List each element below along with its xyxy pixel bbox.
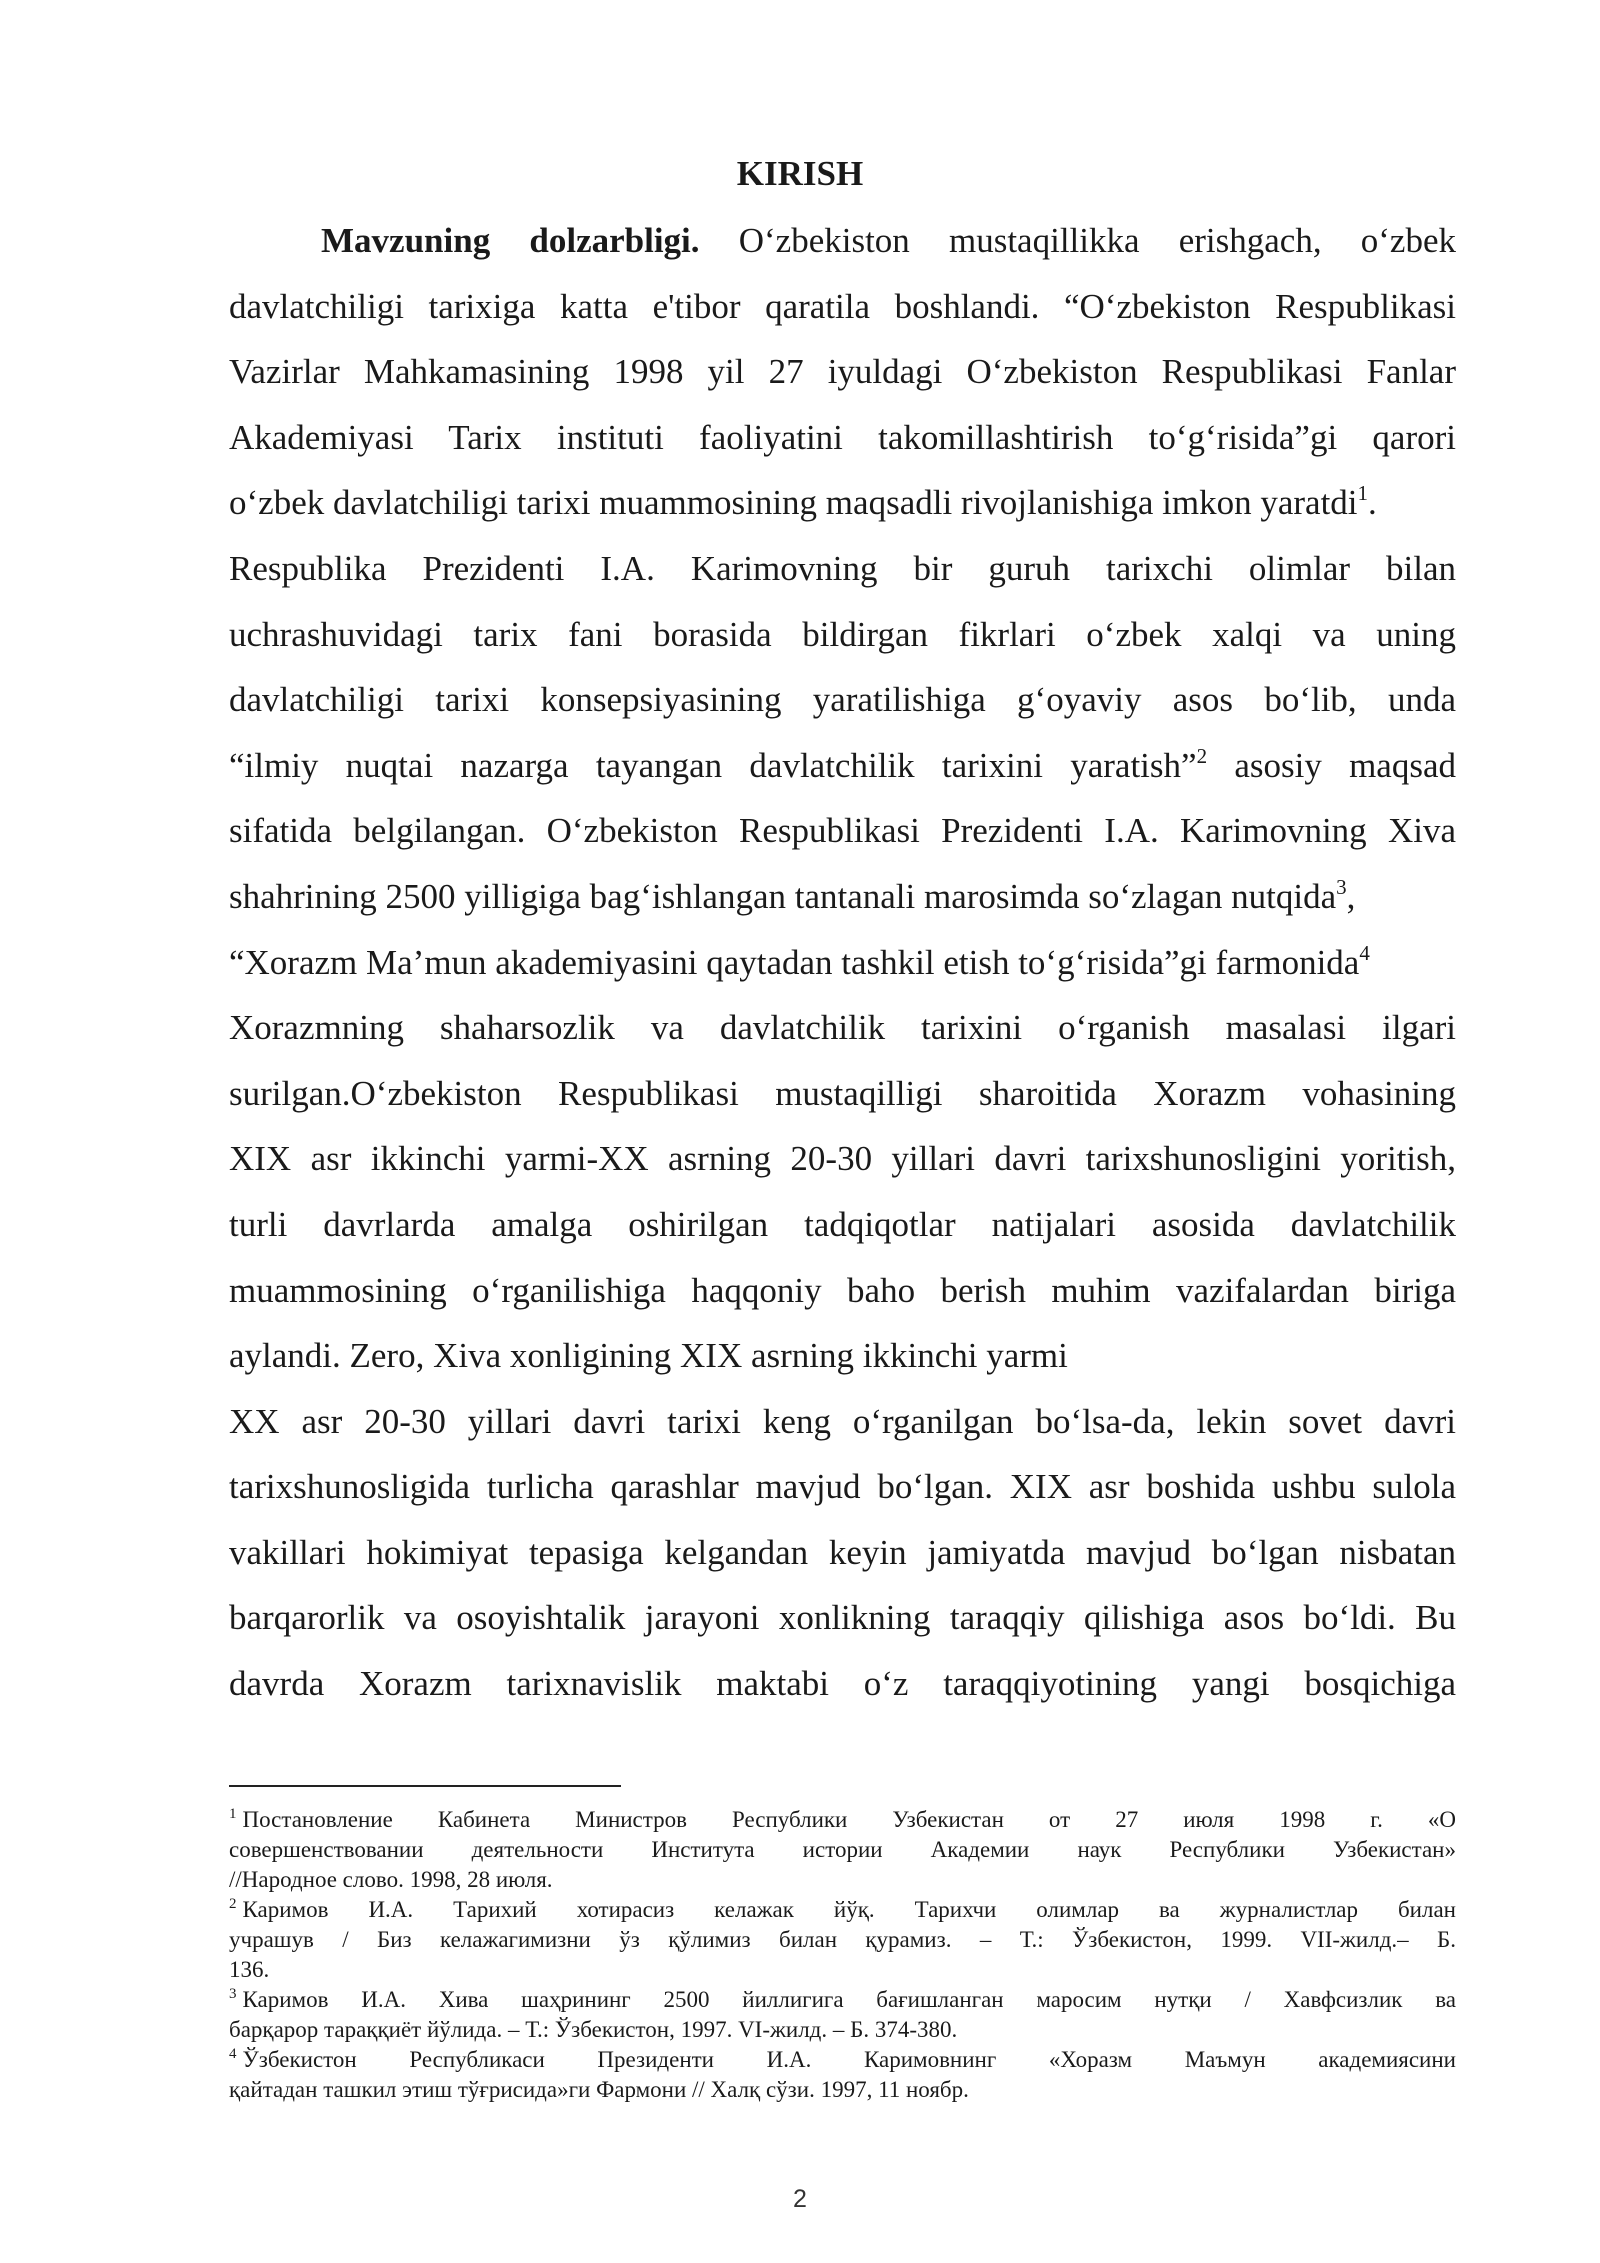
footnote (229, 2045, 1456, 2105)
footnote-line: $^2$ Каримов И.А. Тарихий хотирасиз келажак йўқ. Тарихчи олимлар ва журналистлар билан (229, 1896, 1456, 1922)
footnote-line: совершенствовании деятельности Института истории Академии наук Республики Узбекистан» (229, 1837, 1456, 1862)
footnote-number: 1 (229, 1806, 237, 1822)
body-line: “ilmiy nuqtai nazarga tayangan davlatchilik tarixini yaratish”$^2$ asosiy maqsad (229, 743, 1456, 785)
body-line: uchrashuvidagi tarix fani borasida bildirgan fikrlari o‘zbek xalqi va uning (229, 614, 1456, 654)
page-number: 2 (793, 2185, 807, 2213)
body-line: shahrining 2500 yilligiga bag‘ishlangan tantanali marosimda so‘zlagan nutqida$^3$, (229, 874, 1356, 916)
footnote-separator (229, 1785, 621, 1787)
footnote-number: 4 (229, 2046, 237, 2062)
footnote-ref: 1 (1357, 481, 1369, 506)
footnote-line: $^4$ Ўзбекистон Республикаси Президенти И.А. Каримовнинг «Хоразм Маъмун академиясини (229, 2046, 1456, 2072)
body-line: sifatida belgilangan. O‘zbekiston Respublikasi Prezidenti I.A. Karimovning Xiva (229, 811, 1456, 851)
body-line: vakillari hokimiyat tepasiga kelgandan keyin jamiyatda mavjud bo‘lgan nisbatan (229, 1532, 1456, 1572)
footnote (229, 1895, 1456, 1985)
footnote-line: барқарор тараққиёт йўлида. – Т.: Ўзбекистон, 1997. VI-жилд. – Б. 374-380. (229, 2017, 958, 2042)
footnote-line: //Народное слово. 1998, 28 июля. (229, 1867, 553, 1892)
body-line: Vazirlar Mahkamasining 1998 yil 27 iyuldagi O‘zbekiston Respublikasi Fanlar (229, 352, 1456, 392)
footnote-line: $^1$ Постановление Кабинета Министров Республики Узбекистан от 27 июля 1998 г. «О (229, 1806, 1456, 1832)
body-line: Xorazmning shaharsozlik va davlatchilik tarixini o‘rganish masalasi ilgari (229, 1008, 1456, 1048)
footnote-line: 136. (229, 1957, 270, 1982)
body-line: XX asr 20-30 yillari davri tarixi keng o‘rganilgan bo‘lsa-da, lekin sovet davri (229, 1401, 1456, 1441)
footnote-ref: 4 (1359, 940, 1370, 965)
body-line: davlatchiligi tarixiga katta e'tibor qaratila boshlandi. “O‘zbekiston Respublikasi (229, 286, 1456, 326)
body-line: aylandi. Zero, Xiva xonligining XIX asrning ikkinchi yarmi (229, 1336, 1068, 1376)
footnote-ref: 2 (1196, 743, 1208, 768)
body-line: surilgan.O‘zbekiston Respublikasi mustaqilligi sharoitida Xorazm vohasining (229, 1073, 1456, 1113)
body-line: barqarorlik va osoyishtalik jarayoni xonlikning taraqqiy qilishiga asos bo‘ldi. Bu (229, 1598, 1456, 1638)
footnote-ref: 3 (1336, 874, 1347, 899)
footnotes (229, 1805, 1456, 2105)
body-line: davlatchiligi tarixi konsepsiyasining yaratilishiga g‘oyaviy asos bo‘lib, unda (229, 680, 1456, 720)
body-line: Akademiyasi Tarix instituti faoliyatini takomillashtirish to‘g‘risida”gi qarori (229, 417, 1456, 457)
section-title: KIRISH (736, 154, 864, 193)
footnote (229, 1805, 1456, 1895)
body-text (229, 208, 1456, 1717)
footnote-line: қайтадан ташкил этиш тўғрисида»ги Фармони // Халқ сўзи. 1997, 11 ноябр. (229, 2077, 969, 2102)
body-line: turli davrlarda amalga oshirilgan tadqiqotlar natijalari asosida davlatchilik (229, 1204, 1456, 1244)
footnote-number: 3 (229, 1986, 237, 2002)
footnote-line: учрашув / Биз келажагимизни ўз қўлимиз билан қурамиз. – Т.: Ўзбекистон, 1999. VII-жилд.– Б. (229, 1927, 1456, 1952)
footnote-line: $^3$ Каримов И.А. Хива шаҳрининг 2500 йиллигига бағишланган маросим нутқи / Хавфсизлик ва (229, 1986, 1456, 2012)
body-line: tarixshunosligida turlicha qarashlar mavjud bo‘lgan. XIX asr boshida ushbu sulola (229, 1467, 1456, 1507)
lead-bold-text: Mavzuning dolzarbligi. (321, 221, 700, 260)
body-line: muammosining o‘rganilishiga haqqoniy baho berish muhim vazifalardan biriga (229, 1270, 1456, 1310)
footnote (229, 1985, 1456, 2045)
body-line: XIX asr ikkinchi yarmi-XX asrning 20-30 yillari davri tarixshunosligini yoritish, (229, 1139, 1456, 1179)
body-line: “Xorazm Ma’mun akademiyasini qaytadan tashkil etish to‘g‘risida”gi farmonida$^4$ (229, 940, 1370, 982)
body-line: o‘zbek davlatchiligi tarixi muammosining maqsadli rivojlanishiga imkon yaratdi$^1$. (229, 481, 1377, 523)
body-line: davrda Xorazm tarixnavislik maktabi o‘z taraqqiyotining yangi bosqichiga (229, 1664, 1456, 1704)
footnote-number: 2 (229, 1896, 237, 1912)
body-line: Respublika Prezidenti I.A. Karimovning bir guruh tarixchi olimlar bilan (229, 548, 1456, 588)
body-line: Mavzuning dolzarbligi. O‘zbekiston mustaqillikka erishgach, o‘zbek (321, 221, 1456, 260)
